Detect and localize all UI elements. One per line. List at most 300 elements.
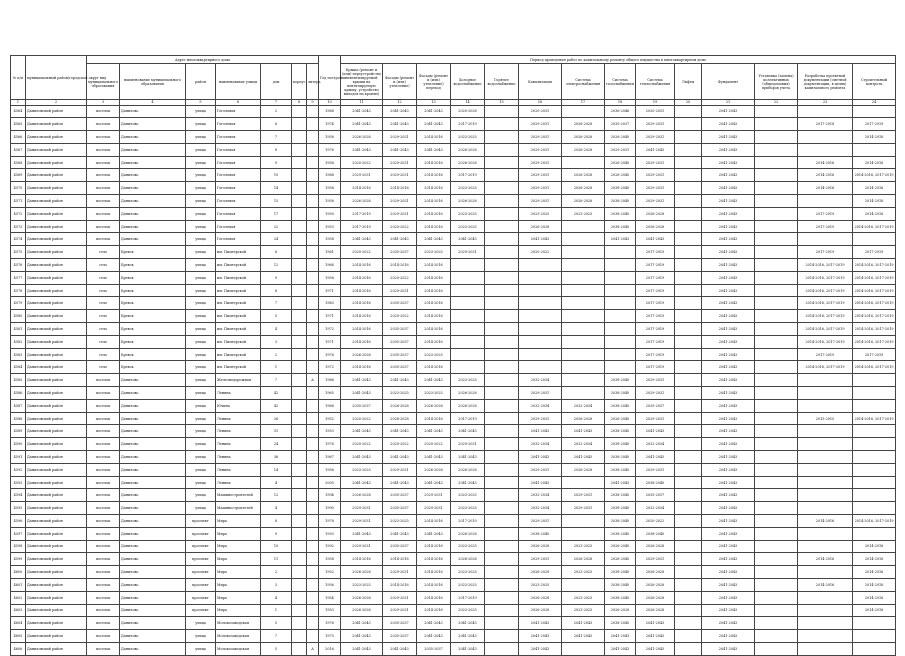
table-cell: 2020-2022 — [636, 515, 675, 528]
table-cell: 1952 — [319, 566, 341, 579]
table-cell — [519, 310, 562, 323]
table-cell: 2029-2031 — [519, 515, 562, 528]
table-cell: Данилово — [120, 515, 186, 528]
table-cell — [292, 438, 307, 451]
table-cell: Даниловский район — [26, 246, 87, 259]
table-cell: 2041-2043 — [519, 630, 562, 643]
table-cell: Данилово — [120, 463, 186, 476]
table-cell — [755, 527, 798, 540]
table-cell: Данилово — [120, 566, 186, 579]
table-cell — [485, 335, 519, 348]
table-cell: 2041-2043 — [702, 323, 755, 336]
table-cell: Ючина — [216, 399, 261, 412]
column-number: 20 — [675, 100, 702, 106]
table-cell — [755, 233, 798, 246]
table-cell: 1978 — [319, 515, 341, 528]
table-cell: 2032-2034 — [636, 438, 675, 451]
table-row — [11, 310, 896, 323]
table-cell — [485, 220, 519, 233]
table-cell: 10 — [261, 540, 292, 553]
table-cell — [292, 527, 307, 540]
table-cell: 2015-2015 — [798, 412, 853, 425]
table-cell: 2029-2031 — [636, 553, 675, 566]
table-cell — [853, 233, 896, 246]
table-cell: улица — [186, 361, 216, 374]
table-cell — [485, 604, 519, 617]
table-cell: 2017-2019 — [636, 348, 675, 361]
table-cell — [519, 271, 562, 284]
col-header: Фундамент — [702, 64, 755, 100]
table-cell — [755, 195, 798, 208]
table-cell: Машиностроителей — [216, 489, 261, 502]
table-row — [11, 156, 896, 169]
table-cell — [605, 271, 636, 284]
table-cell: Данилово — [120, 220, 186, 233]
table-cell — [755, 476, 798, 489]
table-cell: 2026-2028 — [636, 591, 675, 604]
table-cell — [485, 463, 519, 476]
table-cell: Данилово — [120, 642, 186, 655]
table-cell: 2029-2031 — [519, 195, 562, 208]
table-cell: 8 — [261, 515, 292, 528]
table-cell: 2041-2043 — [702, 348, 755, 361]
table-cell: улица — [186, 207, 216, 220]
table-cell: 1953 — [319, 220, 341, 233]
table-cell: улица — [186, 143, 216, 156]
table-cell: 1968 — [319, 259, 341, 272]
col-header: район — [186, 64, 216, 100]
table-cell — [853, 425, 896, 438]
table-cell — [451, 297, 485, 310]
table-cell: 2041-2043 — [341, 527, 383, 540]
table-cell: 2032-2034 — [519, 399, 562, 412]
table-cell — [307, 118, 319, 131]
table-cell: Даниловский район — [26, 105, 87, 118]
table-cell: 2038-2040 — [605, 438, 636, 451]
table-cell: 7 — [261, 374, 292, 387]
table-cell: 2041-2043 — [702, 438, 755, 451]
table-cell: 2041-2043 — [519, 425, 562, 438]
table-cell: 2026-2040 — [605, 412, 636, 425]
table-cell: 36 — [261, 451, 292, 464]
table-row — [11, 374, 896, 387]
table-cell — [562, 642, 605, 655]
table-cell — [605, 284, 636, 297]
table-cell — [755, 642, 798, 655]
table-cell: 4569 — [11, 169, 26, 182]
table-cell: 2038-2040 — [605, 463, 636, 476]
table-cell: Даниловский район — [26, 348, 87, 361]
table-cell — [675, 323, 702, 336]
table-cell: 2014-2016 — [417, 220, 451, 233]
table-cell: 2041-2043 — [605, 476, 636, 489]
table-cell: 2035-2037 — [383, 630, 417, 643]
table-row — [11, 195, 896, 208]
table-cell: 4584 — [11, 361, 26, 374]
table-cell — [605, 297, 636, 310]
table-cell: 4 — [261, 502, 292, 515]
table-cell: 2041-2043 — [341, 387, 383, 400]
table-cell: 2041-2043 — [417, 143, 451, 156]
table-cell: 2017-2019 — [341, 220, 383, 233]
table-cell: улица — [186, 617, 216, 630]
table-cell: 2041-2043 — [702, 502, 755, 515]
table-cell: улица — [186, 310, 216, 323]
table-cell: 2014-2016 — [798, 553, 853, 566]
table-cell — [605, 310, 636, 323]
table-cell: им. Пионерской — [216, 348, 261, 361]
table-cell: 4580 — [11, 310, 26, 323]
table-cell: 2017-2019 — [451, 118, 485, 131]
column-number: 24 — [853, 100, 896, 106]
table-cell: 2029-2031 — [519, 156, 562, 169]
table-cell — [675, 566, 702, 579]
table-cell — [307, 233, 319, 246]
table-cell: Даниловский район — [26, 630, 87, 643]
table-cell — [292, 271, 307, 284]
table-cell: 2014-2016, 2017-2019 — [798, 323, 853, 336]
table-cell: проспект — [186, 515, 216, 528]
table-cell: 4582 — [11, 335, 26, 348]
table-row — [11, 438, 896, 451]
table-cell — [562, 348, 605, 361]
table-cell: 2035-2037 — [383, 348, 417, 361]
table-cell: 4566 — [11, 131, 26, 144]
table-cell: 2041-2043 — [702, 361, 755, 374]
table-cell — [755, 553, 798, 566]
table-cell — [675, 387, 702, 400]
table-cell: проспект — [186, 553, 216, 566]
table-cell — [292, 233, 307, 246]
table-cell: поселок — [87, 489, 120, 502]
table-cell: 2035-2037 — [636, 489, 675, 502]
table-cell: Гоголевая — [216, 169, 261, 182]
table-cell: 2032-2034 — [562, 438, 605, 451]
table-cell: 7 — [261, 131, 292, 144]
table-cell — [292, 335, 307, 348]
table-cell: 42 — [261, 387, 292, 400]
table-cell — [675, 489, 702, 502]
table-cell: 2017-2019 — [798, 246, 853, 259]
table-cell: Даниловский район — [26, 297, 87, 310]
table-cell — [605, 361, 636, 374]
table-cell: 2041-2043 — [519, 476, 562, 489]
table-cell: 2029-2031 — [341, 515, 383, 528]
column-number: 12 — [383, 100, 417, 106]
table-cell — [755, 412, 798, 425]
table-cell: 2026-2028 — [562, 553, 605, 566]
table-cell: 2026-2028 — [562, 182, 605, 195]
table-cell: 2014-2016 — [853, 604, 896, 617]
table-cell: 2023-2025 — [451, 540, 485, 553]
table-cell: 2020-2028 — [451, 105, 485, 118]
table-cell: 2014-2016 — [417, 207, 451, 220]
table-cell — [307, 310, 319, 323]
table-cell: Данилово — [120, 489, 186, 502]
table-cell: Данилово — [120, 630, 186, 643]
col-header: наименование улицы — [216, 64, 261, 100]
table-cell — [798, 438, 853, 451]
table-cell: 2023-2025 — [451, 489, 485, 502]
table-cell: Даниловский район — [26, 131, 87, 144]
table-cell: Мира — [216, 515, 261, 528]
table-cell — [562, 515, 605, 528]
table-cell: 2029-2031 — [636, 156, 675, 169]
table-cell: 2041-2043 — [636, 143, 675, 156]
column-number: 13 — [417, 100, 451, 106]
table-cell: Молокозаводская — [216, 642, 261, 655]
table-cell: 2014-2016 — [341, 553, 383, 566]
table-cell: село — [87, 284, 120, 297]
table-cell: 2014-2016, 2017-2019 — [853, 361, 896, 374]
table-cell — [675, 335, 702, 348]
table-cell: 1956 — [319, 578, 341, 591]
table-cell: 2014-2016, 2017-2019 — [853, 335, 896, 348]
table-cell — [292, 566, 307, 579]
table-cell: 2026-2040 — [605, 553, 636, 566]
table-cell: 2026-2028 — [341, 566, 383, 579]
table-cell: 42 — [261, 399, 292, 412]
table-cell: 2020-2022 — [341, 246, 383, 259]
table-cell — [485, 323, 519, 336]
table-cell — [755, 591, 798, 604]
table-cell: 4564 — [11, 105, 26, 118]
table-cell: улица — [186, 233, 216, 246]
table-cell: 2023-2025 — [562, 207, 605, 220]
table-cell: 2014-2016 — [341, 259, 383, 272]
table-cell: 2032-2034 — [562, 399, 605, 412]
table-cell — [485, 361, 519, 374]
table-cell: 2041-2043 — [702, 284, 755, 297]
table-cell — [675, 233, 702, 246]
table-cell: 1958 — [319, 156, 341, 169]
table-cell: 4568 — [11, 156, 26, 169]
table-cell: 2026-2028 — [451, 463, 485, 476]
table-cell — [675, 131, 702, 144]
table-cell: Даниловский район — [26, 617, 87, 630]
table-cell: 2041-2043 — [702, 387, 755, 400]
table-cell: Ленина — [216, 412, 261, 425]
table-cell: 2029-2031 — [417, 489, 451, 502]
table-cell: 2026-2028 — [605, 604, 636, 617]
table-cell — [292, 451, 307, 464]
table-cell: улица — [186, 348, 216, 361]
table-cell — [292, 412, 307, 425]
table-cell: поселок — [87, 566, 120, 579]
table-cell: 2020-2022 — [519, 246, 562, 259]
table-cell: 2026-2028 — [417, 399, 451, 412]
col-header: Крыша (ремонт и (или) переустройство невентилируемой крыши на вентилируемую крышу, устройство выходов на кровлю) — [341, 64, 383, 100]
table-cell: 2041-2043 — [562, 451, 605, 464]
table-cell: улица — [186, 438, 216, 451]
table-cell: 2023-2025 — [451, 502, 485, 515]
table-cell: 4575 — [11, 246, 26, 259]
table-row — [11, 451, 896, 464]
table-cell: 6 — [261, 118, 292, 131]
table-cell: Даниловский район — [26, 553, 87, 566]
table-cell — [485, 412, 519, 425]
table-cell — [485, 527, 519, 540]
table-cell: 2014-2016, 2017-2019 — [853, 323, 896, 336]
table-row — [11, 220, 896, 233]
table-cell: 1956 — [319, 463, 341, 476]
table-cell: 4590 — [11, 438, 26, 451]
table-cell: 1967 — [319, 451, 341, 464]
table-cell: 2026-2028 — [636, 540, 675, 553]
table-cell: 2041-2043 — [702, 156, 755, 169]
table-cell — [485, 502, 519, 515]
table-cell: Даниловский район — [26, 399, 87, 412]
table-cell: 1968 — [319, 169, 341, 182]
table-cell: поселок — [87, 591, 120, 604]
table-cell: 2014-2016, 2017-2019 — [798, 259, 853, 272]
table-cell — [605, 246, 636, 259]
table-cell: Даниловский район — [26, 284, 87, 297]
table-cell: 2017-2019 — [853, 246, 896, 259]
table-cell: 2041-2043 — [341, 425, 383, 438]
table-cell: Данилово — [120, 387, 186, 400]
table-cell: 2029-2031 — [519, 553, 562, 566]
table-cell — [307, 131, 319, 144]
table-cell — [675, 169, 702, 182]
table-cell: 2041-2043 — [383, 105, 417, 118]
table-cell — [485, 195, 519, 208]
table-cell: 2014-2016 — [853, 182, 896, 195]
table-cell: 2014-2016 — [383, 182, 417, 195]
table-cell: 2014-2016, 2017-2019 — [853, 297, 896, 310]
table-cell: 4596 — [11, 515, 26, 528]
table-cell: 2026-2028 — [519, 566, 562, 579]
table-cell: 2029-2031 — [383, 207, 417, 220]
table-row — [11, 169, 896, 182]
table-cell — [451, 271, 485, 284]
column-number: 23 — [798, 100, 853, 106]
table-cell — [562, 297, 605, 310]
table-cell: 7 — [261, 630, 292, 643]
table-cell: Данилово — [120, 105, 186, 118]
table-cell — [755, 131, 798, 144]
table-cell: 1968 — [319, 105, 341, 118]
table-cell — [307, 502, 319, 515]
table-cell: 2014-2016 — [417, 259, 451, 272]
table-cell: 4586 — [11, 387, 26, 400]
table-cell — [562, 387, 605, 400]
table-cell — [519, 284, 562, 297]
table-cell: 2041-2043 — [383, 476, 417, 489]
table-cell: 2026-2028 — [341, 604, 383, 617]
table-cell: Данилово — [120, 617, 186, 630]
table-cell — [755, 604, 798, 617]
table-cell: 2014-2016 — [417, 323, 451, 336]
table-cell: 2023-2025 — [562, 591, 605, 604]
column-number: 1 — [11, 100, 26, 106]
col-header: Канализация — [519, 64, 562, 100]
table-cell: 1958 — [319, 195, 341, 208]
table-cell: поселок — [87, 425, 120, 438]
table-row — [11, 591, 896, 604]
table-cell: 2017-2019 — [451, 412, 485, 425]
table-cell: Даниловский район — [26, 323, 87, 336]
table-cell: 2023-2025 — [451, 604, 485, 617]
table-cell: 2014-2016 — [341, 310, 383, 323]
table-row — [11, 515, 896, 528]
table-cell: 2029-2031 — [383, 156, 417, 169]
table-cell: 2017-2019 — [798, 348, 853, 361]
table-cell: 2029-2031 — [341, 502, 383, 515]
table-cell: 2023-2025 — [451, 182, 485, 195]
table-cell: 2023-2025 — [451, 566, 485, 579]
table-cell — [485, 387, 519, 400]
table-row — [11, 131, 896, 144]
col-header: Год постройки — [319, 56, 341, 100]
table-cell: 2029-2031 — [636, 118, 675, 131]
table-cell: 1 — [261, 604, 292, 617]
table-cell: село — [87, 259, 120, 272]
table-cell: 2017-2019 — [853, 118, 896, 131]
table-cell: 2041-2043 — [341, 233, 383, 246]
table-cell: поселок — [87, 399, 120, 412]
table-cell: 2029-2031 — [519, 143, 562, 156]
table-cell — [292, 143, 307, 156]
table-cell — [562, 284, 605, 297]
table-cell: улица — [186, 463, 216, 476]
table-cell: 2017-2019 — [798, 207, 853, 220]
table-cell: 1958 — [319, 233, 341, 246]
table-cell: 2041-2043 — [702, 540, 755, 553]
table-cell — [451, 348, 485, 361]
table-cell — [798, 105, 853, 118]
table-cell: 1990 — [319, 502, 341, 515]
table-cell: 4587 — [11, 399, 26, 412]
table-cell — [485, 233, 519, 246]
table-cell: 1 — [261, 361, 292, 374]
table-cell: Даниловский район — [26, 438, 87, 451]
table-cell: улица — [186, 387, 216, 400]
table-cell: 4594 — [11, 489, 26, 502]
table-cell: Даниловский район — [26, 604, 87, 617]
table-cell: 2 — [261, 566, 292, 579]
table-cell: 2023-2025 — [417, 246, 451, 259]
table-cell: 2026-2028 — [341, 348, 383, 361]
table-cell: 2038-2040 — [605, 387, 636, 400]
table-cell — [755, 118, 798, 131]
table-cell: 1954 — [319, 591, 341, 604]
table-cell: 2035-2037 — [383, 297, 417, 310]
table-cell: 1994 — [319, 489, 341, 502]
table-cell: Бревск — [120, 348, 186, 361]
table-cell: 2014-2016 — [341, 182, 383, 195]
table-cell — [307, 182, 319, 195]
table-cell: 2026-2028 — [636, 207, 675, 220]
col-header: корпус — [292, 64, 307, 100]
table-cell — [485, 118, 519, 131]
table-cell: 2029-2031 — [383, 169, 417, 182]
table-cell: 1972 — [319, 361, 341, 374]
table-cell — [798, 425, 853, 438]
table-row — [11, 246, 896, 259]
table-cell: улица — [186, 195, 216, 208]
table-cell: 4604 — [11, 617, 26, 630]
table-cell: 9 — [261, 156, 292, 169]
table-cell: 2041-2043 — [451, 630, 485, 643]
table-cell — [485, 591, 519, 604]
table-cell: 5 — [261, 642, 292, 655]
table-cell: 2032-2034 — [519, 489, 562, 502]
table-cell — [562, 259, 605, 272]
table-cell: 2023-2025 — [451, 374, 485, 387]
table-cell — [307, 335, 319, 348]
table-cell — [485, 553, 519, 566]
